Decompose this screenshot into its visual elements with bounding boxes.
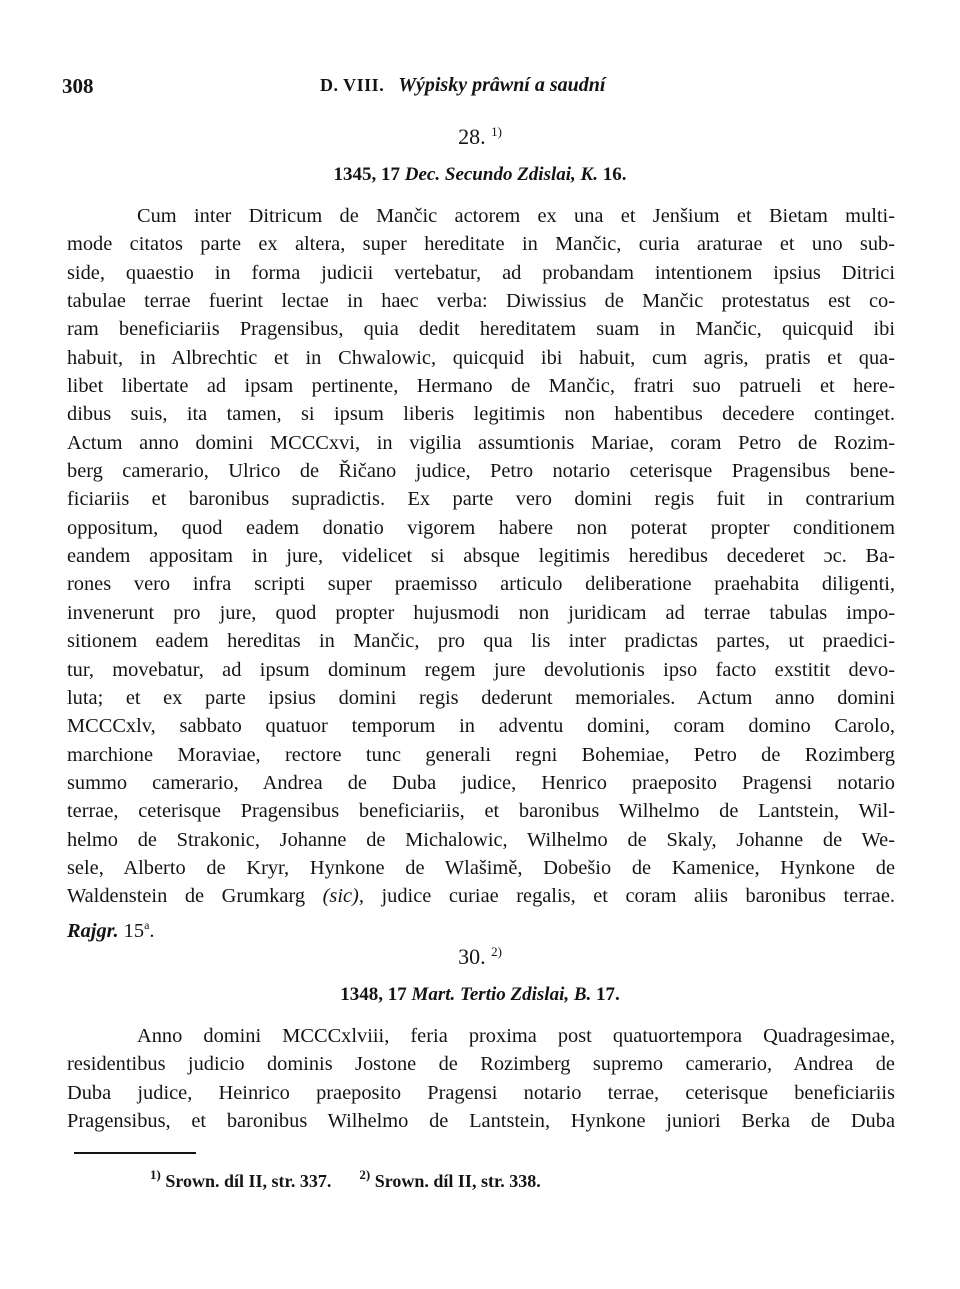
text-line: Cum inter Ditricum de Mančic actorem ex una et Jenšium et Bietam multi- (137, 205, 895, 227)
footnote-ref: 1) (491, 124, 502, 139)
footnote-1: $^{1)}$ Srown. díl II, str. 337. (150, 1167, 332, 1191)
text-line: marchione Moraviae, rectore tunc generali regni Bohemiae, Petro de Rozimberg (67, 743, 895, 766)
source-reference: Rajgr. 15$^a$. (67, 917, 155, 942)
entry-date-30: 1348, 17 Mart. Tertio Zdislai, B. 17. (340, 984, 620, 1005)
text-line: luta; et ex parte ipsius domini regis dederunt memoriales. Actum anno domini (67, 686, 895, 709)
footnotes (150, 1167, 541, 1192)
text-line: Pragensibus, et baronibus Wilhelmo de Lantstein, Hynkone juniori Berka de Duba (67, 1110, 895, 1133)
entry-text-28 (67, 202, 895, 942)
entry-text-30 (67, 1022, 895, 1135)
page-number: 308 (62, 74, 94, 98)
running-head (62, 74, 898, 104)
text-line: tur, movebatur, ad ipsum dominum regem jure devolutionis ipso facto exstitit devo- (67, 658, 895, 681)
text-line: tabulae terrae fuerint lectae in haec verba: Diwissius de Mančic protestatus est co- (67, 290, 895, 313)
footnote-ref: 2) (491, 944, 502, 959)
text-line: residentibus judicio dominis Jostone de Rozimberg supremo camerario, Andrea de (67, 1053, 895, 1076)
entry-number-28: 28. $^{1)}$ (458, 124, 502, 149)
entry-number-30: 30. $^{2)}$ (458, 944, 502, 969)
running-title (320, 74, 605, 97)
text-line: libet libertate ad ipsam pertinente, Hermano de Mančic, fratri suo patrueli et here- (67, 375, 895, 398)
text-line: sele, Alberto de Kryr, Hynkone de Wlašimě, Dobešio de Kamenice, Hynkone de (67, 856, 895, 879)
text-line: terrae, ceterisque Pragensibus beneficiariis, et baronibus Wilhelmo de Lantstein, Wil- (67, 800, 895, 823)
text-line: habuit, in Albrechtic et in Chwalowic, quicquid ibi habuit, cum agris, pratis et qua- (67, 346, 895, 369)
text-line: invenerunt pro jure, quod propter hujusmodi non juridicam ad terrae tabulas impo- (67, 601, 895, 624)
text-line: ficiariis et baronibus supradictis. Ex parte vero domini regis fuit in contrarium (67, 488, 895, 511)
text-line: Anno domini MCCCxlviii, feria proxima post quatuortempora Quadragesimae, (137, 1025, 895, 1047)
footnote-2: $^{2)}$ Srown. díl II, str. 338. (359, 1167, 541, 1191)
text-line: Waldenstein de Grumkarg (sic), judice curiae regalis, et coram aliis baronibus terrae. (67, 885, 895, 908)
text-line: berg camerario, Ulrico de Řičano judice, Petro notario ceterisque Pragensibus bene- (67, 460, 895, 483)
section-title: Wýpisky prâwní a saudní (398, 74, 606, 96)
text-line: MCCCxlv, sabbato quatuor temporum in adventu domini, coram domino Carolo, (67, 715, 895, 738)
text-line: helmo de Strakonic, Johanne de Michalowic, Wilhelmo de Skaly, Johanne de We- (67, 828, 895, 851)
text-line: Actum anno domini MCCCxvi, in vigilia assumtionis Mariae, coram Petro de Rozim- (67, 431, 895, 454)
text-line: summo camerario, Andrea de Duba judice, Henrico praeposito Pragensi notario (67, 771, 895, 794)
text-line: Duba judice, Heinrico praeposito Pragensi notario terrae, ceterisque beneficiariis (67, 1081, 895, 1104)
text-line: side, quaestio in forma judicii vertebatur, ad probandam intentionem ipsius Ditrici (67, 261, 895, 284)
section-mark: D. VIII. (320, 75, 385, 95)
text-line: eandem appositam in jure, videlicet si absque legitimis heredibus decederet ɔc. Ba- (67, 545, 895, 568)
entry-date-28: 1345, 17 Dec. Secundo Zdislai, K. 16. (333, 164, 627, 185)
footnote-rule (74, 1152, 196, 1154)
text-line: ram beneficiariis Pragensibus, quia dedit hereditatem suam in Mančic, quicquid ibi (67, 318, 895, 341)
text-line: oppositum, quod eadem donatio vigorem habere non poterat propter conditionem (67, 516, 895, 539)
text-line: dibus suis, ita tamen, si ipsum liberis legitimis non habentibus decedere continget. (67, 403, 895, 426)
text-line: sitionem eadem hereditas in Mančic, pro qua lis inter pradictas partes, ut praedici- (67, 630, 895, 653)
text-line: mode citatos parte ex altera, super hereditate in Mančic, curia araturae et uno sub- (67, 233, 895, 256)
text-line: rones vero infra scripti super praemisso articulo deliberatione praehabita diligenti, (67, 573, 895, 596)
